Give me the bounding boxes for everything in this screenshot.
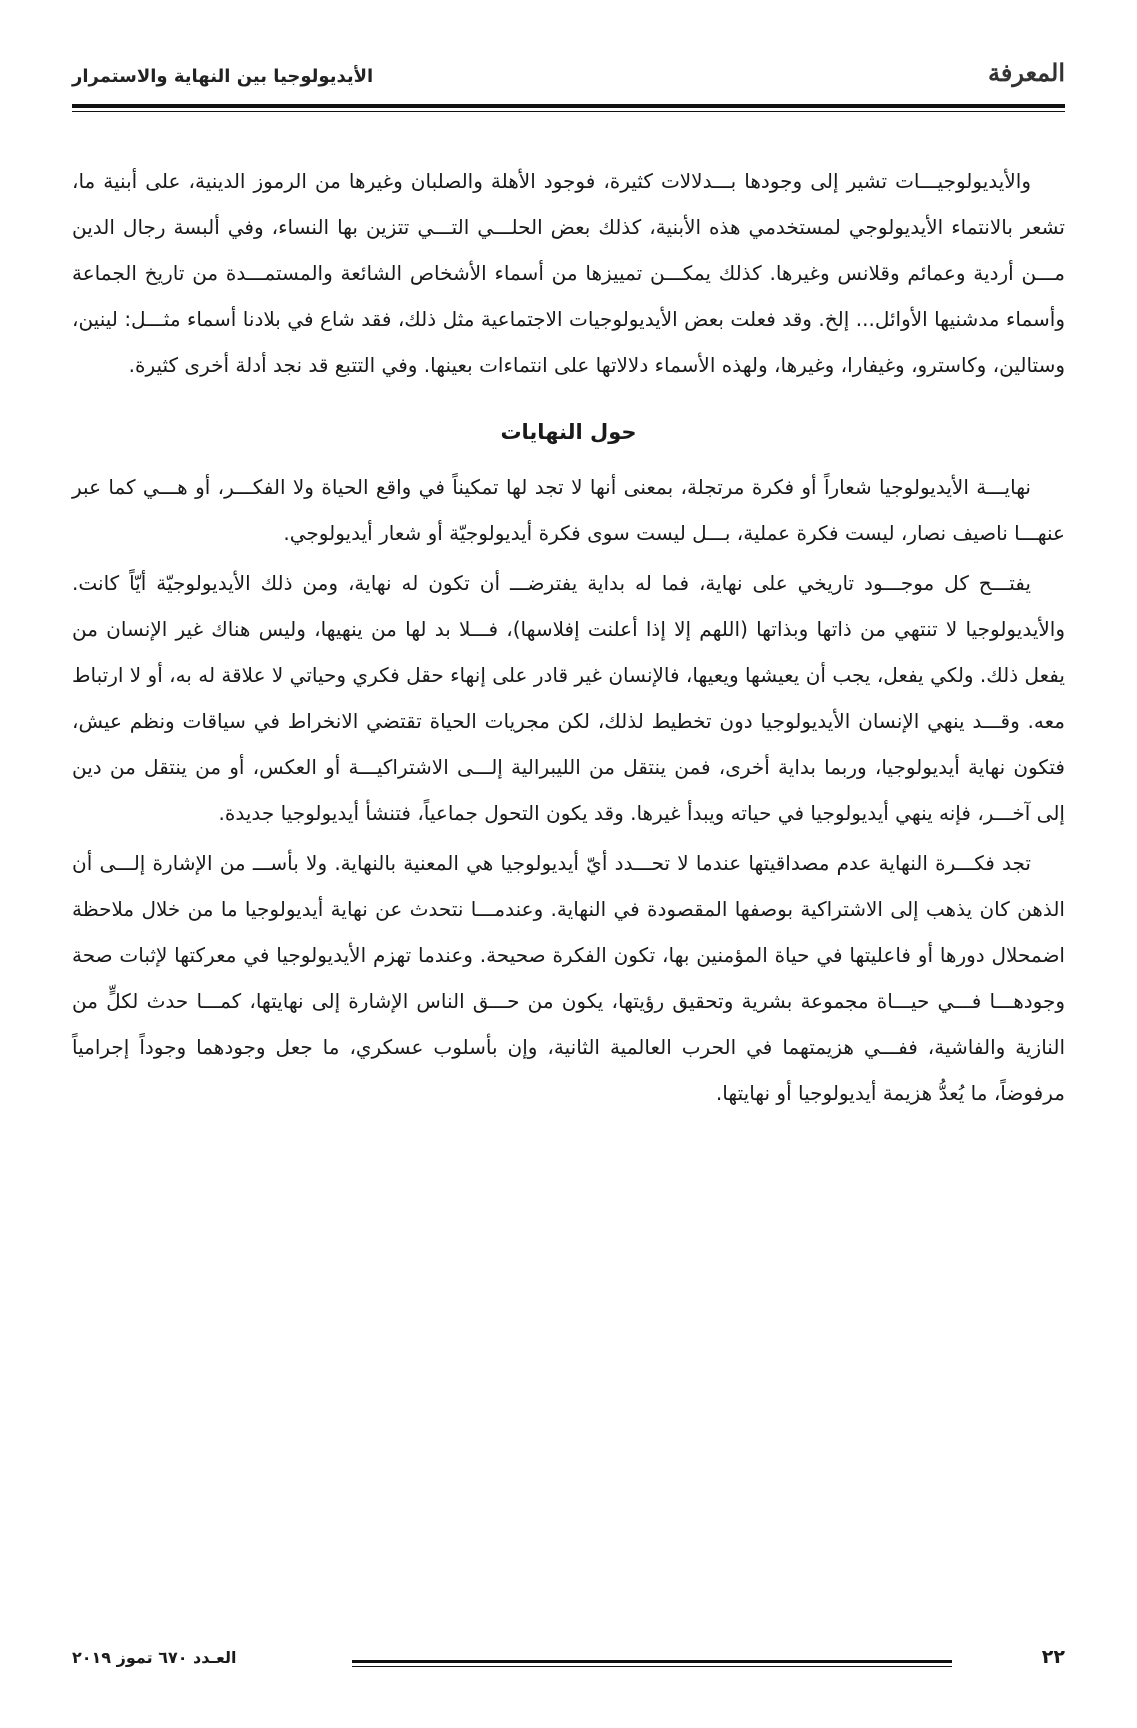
header-rule	[72, 104, 1065, 108]
header-rule-thin	[72, 111, 1065, 112]
issue-info: العـدد ٦٧٠ تموز ٢٠١٩	[72, 1648, 237, 1667]
footer-rule	[352, 1660, 952, 1663]
article-body	[72, 158, 1065, 1120]
paragraph: نهايـــة الأيديولوجيا شعاراً أو فكرة مرتجلة، بمعنى أنها لا تجد لها تمكيناً في واقع الحياة ولا الفكـــر، أو هـــي كما عبر عنهـــا ناصيف نصار، ليست فكرة عملية، بـــل ليست سوى فكرة أيديولوجيّة أو شعار أيديولوجي.	[72, 475, 1065, 545]
page-number: ٢٢	[1041, 1646, 1065, 1668]
paragraph-intro: والأيديولوجيـــات تشير إلى وجودها بـــدلالات كثيرة، فوجود الأهلة والصلبان وغيرها من الرموز الدينية، على أبنية ما، تشعر بالانتماء الأيديولوجي لمستخدمي هذه الأبنية، كذلك بعض الحلـــي التـــي تتزين بها النساء، وفي ألبسة رجال الدين مـــن أردية وعمائم وقلانس وغيرها. كذلك يمكـــن تمييزها من أسماء الأشخاص الشائعة والمستمـــدة من تاريخ الجماعة وأسماء مدشنيها الأوائل... إلخ. وقد فعلت بعض الأيديولوجيات الاجتماعية مثل ذلك، فقد شاع في بلادنا أسماء مثـــل: لينين، وستالين، وكاسترو، وغيفارا، وغيرها، ولهذه الأسماء دلالاتها على انتماءات بعينها. وفي التتبع قد نجد أدلة أخرى كثيرة.	[72, 169, 1065, 377]
running-title: الأيديولوجيا بين النهاية والاستمرار	[72, 66, 374, 87]
section-heading: حول النهايات	[500, 420, 637, 444]
page-header	[72, 52, 1065, 102]
page-footer	[72, 1642, 1065, 1682]
paragraph: تجد فكـــرة النهاية عدم مصداقيتها عندما لا تحـــدد أيّ أيديولوجيا هي المعنية بالنهاية. ولا بأســـ من الإشارة إلـــى أن الذهن كان يذهب إلى الاشتراكية بوصفها المقصودة في النهاية. وعندمـــا نتحدث عن نهاية أيديولوجيا ما من خلال ملاحظة اضمحلال دورها أو فاعليتها في حياة المؤمنين بها، تكون الفكرة صحيحة. وعندما تهزم الأيديولوجيا في معركتها لإثبات صحة وجودهـــا فـــي حيـــاة مجموعة بشرية وتحقيق رؤيتها، يكون من حـــق الناس الإشارة إلى نهايتها، كمـــا حدث لكلٍّ من النازية والفاشية، ففـــي هزيمتهما في الحرب العالمية الثانية، وإن بأسلوب عسكري، ما جعل وجودهما وجوداً إجرامياً مرفوضاً، ما يُعدُّ هزيمة أيديولوجيا أو نهايتها.	[72, 851, 1065, 1105]
footer-rule-thin	[352, 1666, 952, 1667]
paragraph: يفتـــح كل موجـــود تاريخي على نهاية، فما له بداية يفترضـــ أن تكون له نهاية، ومن ذلك الأيديولوجيّة أيّاً كانت. والأيديولوجيا لا تنتهي من ذاتها وبذاتها (اللهم إلا إذا أعلنت إفلاسها)، فـــلا بد لها من ينهيها، وليس هناك غير الإنسان من يفعل ذلك. ولكي يفعل، يجب أن يعيشها ويعيها، فالإنسان غير قادر على إنهاء حقل فكري وحياتي لا علاقة له به، أو لا ارتباط معه. وقـــد ينهي الإنسان الأيديولوجيا دون تخطيط لذلك، لكن مجريات الحياة تقتضي الانخراط في سياقات ونظم عيش، فتكون نهاية أيديولوجيا، وربما بداية أخرى، فمن ينتقل من الليبرالية إلـــى الاشتراكيـــة أو العكس، أو من ينتقل من دين إلى آخـــر، فإنه ينهي أيديولوجيا في حياته ويبدأ غيرها. وقد يكون التحول جماعياً، فتنشأ أيديولوجيا جديدة.	[72, 571, 1065, 825]
magazine-logo: المعرفة	[987, 58, 1065, 87]
